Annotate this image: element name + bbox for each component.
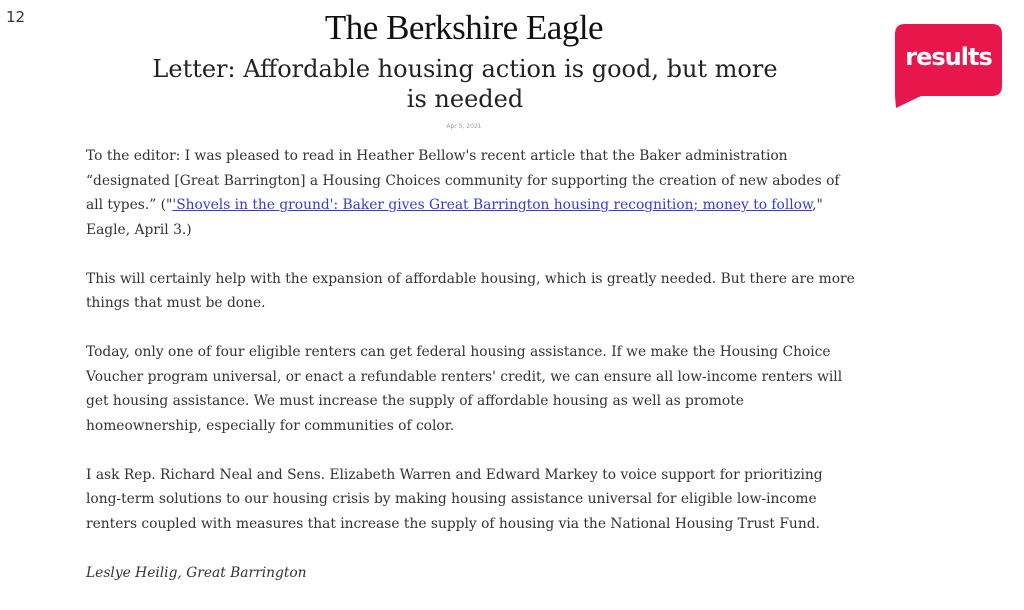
article-paragraph-1 (86, 144, 860, 242)
article-paragraph-4: I ask Rep. Richard Neal and Sens. Elizabeth Warren and Edward Markey to voice support for prioritizing long-term solutions to our housing crisis by making housing assistance universal for eligible low-income renters coupled with measures that increase the supply of housing via the National Housing Trust Fund. (86, 466, 823, 532)
results-logo-text: results (905, 43, 992, 71)
article-date: Apr 5, 2021 (446, 123, 482, 130)
article-source-link[interactable]: 'Shovels in the ground': Baker gives Great Barrington housing recognition; money to follow (172, 197, 813, 213)
paragraph-1-text-end: ," Eagle, April 3.) (86, 197, 823, 238)
letter-signature: Leslye Heilig, Great Barrington (86, 564, 307, 581)
article-paragraph-2: This will certainly help with the expansion of affordable housing, which is greatly needed. But there are more things that must be done. (86, 270, 855, 311)
article-body (86, 144, 860, 610)
results-logo-badge (895, 24, 1002, 108)
newspaper-masthead: The Berkshire Eagle (324, 8, 604, 47)
paragraph-1-text-start: To the editor: I was pleased to read in Heather Bellow's recent article that the Baker administration “designated [Great Barrington] a Housing Choices community for supporting the creation of new abodes of all types.” (" (86, 148, 840, 213)
article-headline: Letter: Affordable housing action is good, but more is needed (152, 55, 778, 113)
slide-number: 12 (6, 8, 26, 26)
article-paragraph-3: Today, only one of four eligible renters can get federal housing assistance. If we make the Housing Choice Voucher program universal, or enact a refundable renters' credit, we can ensure all low-income renters will get housing assistance. We must increase the supply of affordable housing as well as promote homeownership, especially for communities of color. (86, 344, 843, 434)
